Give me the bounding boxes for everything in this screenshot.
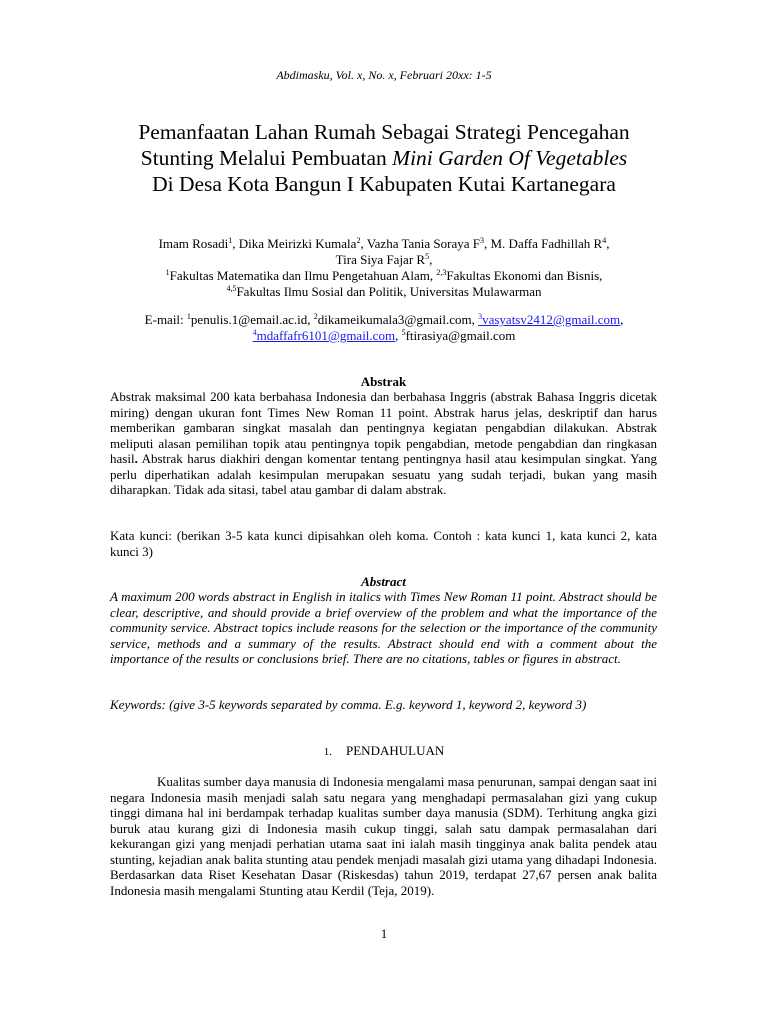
abstrak-text: Abstrak maksimal 200 kata berbahasa Indonesia dan berbahasa Inggris (abstrak Bahasa Inggris dicetak miring) dengan ukuran font Times New Roman 11 point. Abstrak harus jelas, deskriptif dan harus memberikan gambaran singkat masalah dan pentingnya kegiatan pengabdian dilakukan. Abstrak meliputi alasan pemilihan topik atau pentingnya topik pengabdian, metode pengabdian dan ringkasan hasil: [110, 389, 657, 466]
email-separator: ,: [395, 328, 402, 343]
affil-sup: 1: [165, 268, 170, 277]
author-separator: ,: [429, 252, 433, 267]
title-line-1: Pemanfaatan Lahan Rumah Sebagai Strategi Pencegahan: [138, 120, 630, 144]
author-list: [80, 236, 688, 252]
email-address: ftirasiya@gmail.com: [405, 328, 516, 343]
affiliation-text: Fakultas Ekonomi dan Bisnis,: [446, 268, 603, 283]
section-number: 1.: [323, 746, 333, 758]
affiliation-line-1: [80, 268, 688, 284]
email-sup: 5: [401, 328, 406, 337]
email-sup: 2: [313, 312, 318, 321]
title-line-2: [80, 145, 688, 171]
author-affil-sup: 2: [356, 236, 361, 245]
affiliation-text: Fakultas Ilmu Sosial dan Politik, Universitas Mulawarman: [236, 284, 542, 299]
abstract-heading: Abstract: [361, 574, 406, 589]
keywords: Keywords: (give 3-5 keywords separated by comma. E.g. keyword 1, keyword 2, keyword 3): [110, 697, 587, 712]
author-affil-sup: 5: [425, 252, 430, 261]
email-sup: 4: [252, 328, 257, 337]
section-body: Kualitas sumber daya manusia di Indonesia mengalami masa penurunan, sampai dengan saat ini negara Indonesia masih menjadi salah satu negara yang menghadapi permasalahan gizi yang cukup tinggi dimana hal ini berdampak terhadap kualitas sumber daya manusia (SDM). Terhitung angka gizi buruk atau kurang gizi di Indonesia masih cukup tinggi, salah satu dampak permasalahan dari kekurangan gizi yang menjadi perhatian utama saat ini ialah masih tingginya anak balita pendek atau stunting, kejadian anak balita stunting atau pendek menjadi masalah gizi utama yang dihadapi Indonesia. Berdasarkan data Riset Kesehatan Dasar (Riskesdas) tahun 2019, terdapat 27,67 persen anak balita Indonesia masih mengalami Stunting atau Kerdil (Teja, 2019).: [110, 774, 657, 898]
abstrak-text: Abstrak harus diakhiri dengan komentar tentang pentingnya hasil atau kesimpulan singkat. Yang perlu diperhatikan adalah kesimpulan merupakan sesuatu yang sudah terjadi, bukan yang masih diharapkan. Tidak ada sitasi, tabel atau gambar di dalam abstrak.: [110, 451, 657, 497]
affiliation-text: Fakultas Matematika dan Ilmu Pengetahuan Alam,: [169, 268, 437, 283]
author-name: , M. Daffa Fadhillah R: [484, 236, 603, 251]
author-name: Imam Rosadi: [158, 236, 229, 251]
email-sup: 1: [186, 312, 191, 321]
email-sup: 3: [478, 312, 483, 321]
page-number: 1: [380, 926, 388, 941]
title-italic-phrase: Mini Garden Of Vegetables: [392, 146, 628, 170]
section-title: PENDAHULUAN: [346, 743, 445, 758]
email-link[interactable]: [253, 328, 395, 343]
email-line-2: [80, 328, 688, 344]
journal-header: Abdimasku, Vol. x, No. x, Februari 20xx: 1-5: [276, 68, 492, 82]
affiliation-line-2: [80, 284, 688, 300]
abstrak-bold-dot: .: [134, 451, 138, 466]
author-name: , Dika Meirizki Kumala: [232, 236, 357, 251]
email-address: penulis.1@email.ac.id,: [190, 312, 314, 327]
author-list-line-2: [80, 252, 688, 268]
author-separator: ,: [606, 236, 610, 251]
author-affil-sup: 3: [480, 236, 484, 245]
kata-kunci: Kata kunci: (berikan 3-5 kata kunci dipisahkan oleh koma. Contoh : kata kunci 1, kata kunci 2, kata kunci 3): [110, 528, 657, 559]
abstrak-body: [110, 389, 657, 498]
email-link-text: vasyatsv2412@gmail.com: [482, 312, 621, 327]
title-line-3: Di Desa Kota Bangun I Kabupaten Kutai Kartanegara: [152, 172, 616, 196]
author-name: Tira Siya Fajar R: [335, 252, 426, 267]
author-affil-sup: 1: [228, 236, 233, 245]
email-block: [80, 312, 688, 344]
email-link[interactable]: [478, 312, 620, 327]
affil-sup: 4,5: [226, 284, 237, 293]
affil-sup: 2,3: [436, 268, 447, 277]
paper-title: [80, 119, 688, 197]
author-affil-sup: 4: [602, 236, 607, 245]
email-line-1: [80, 312, 688, 328]
section-heading: [0, 743, 768, 759]
email-label: E-mail:: [144, 312, 187, 327]
abstrak-heading: Abstrak: [360, 374, 407, 389]
author-block: [80, 236, 688, 300]
email-separator: ,: [620, 312, 624, 327]
email-address: dikameikumala3@gmail.com,: [317, 312, 479, 327]
email-link-text: mdaffafr6101@gmail.com: [256, 328, 396, 343]
abstract-body: A maximum 200 words abstract in English in italics with Times New Roman 11 point. Abstract should be clear, descriptive, and should provide a brief overview of the problem and what the importance of the community service. Abstract topics include reasons for the selection or the importance of the community service, methods and a summary of the results. Abstract should end with a comment about the importance of the results or conclusions brief. There are no citations, tables or figures in abstract.: [110, 589, 657, 666]
title-line-2-text: Stunting Melalui Pembuatan: [140, 146, 393, 170]
author-name: , Vazha Tania Soraya F: [360, 236, 480, 251]
